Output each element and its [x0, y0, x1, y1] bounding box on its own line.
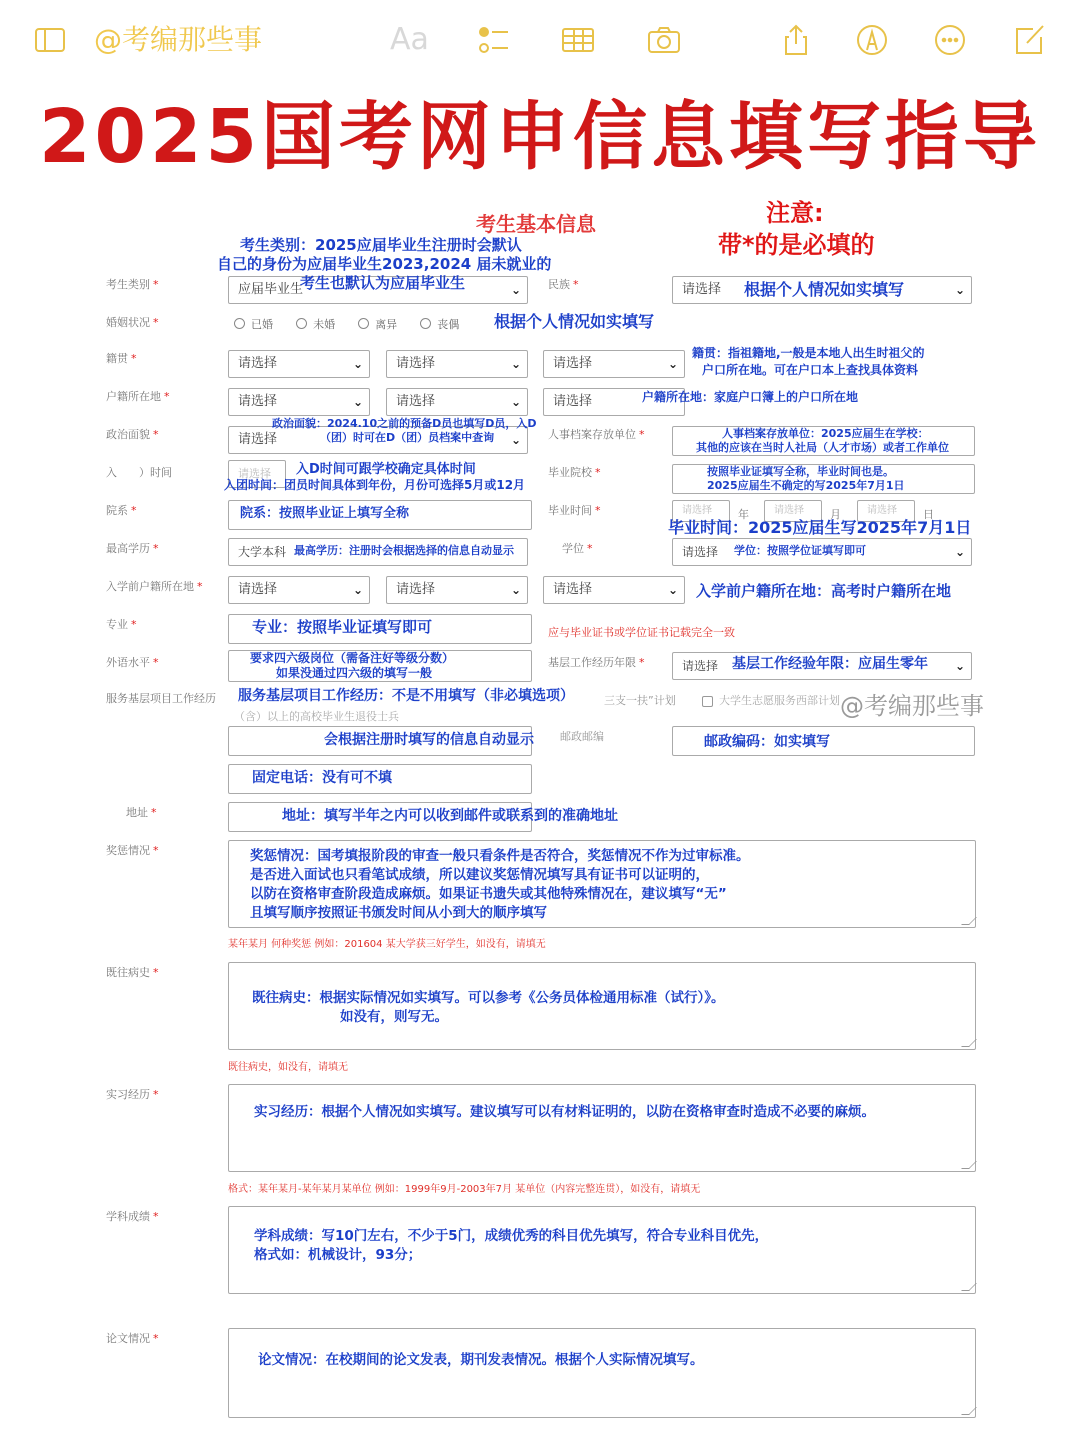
school-note-line1: 按照毕业证填写全称，毕业时间也是。	[707, 465, 894, 478]
marital-option-widowed[interactable]: 丧偶	[420, 316, 459, 332]
chevron-down-icon: ⌄	[954, 545, 965, 559]
chevron-down-icon: ⌄	[352, 583, 363, 597]
major-hint: 应与毕业证书或学位证书记载完全一致	[548, 626, 735, 639]
major-note: 专业：按照毕业证填写即可	[252, 618, 433, 636]
language-note-line2: 如果没通过四六级的填写一般	[276, 666, 433, 680]
sidebar-icon[interactable]	[32, 22, 68, 58]
awards-line1: 奖惩情况：国考填报阶段的审查一般只看条件是否符合，奖惩情况不作为过审标准。	[250, 848, 750, 864]
resize-handle-icon[interactable]	[961, 1161, 977, 1169]
marital-option-single[interactable]: 未婚	[296, 316, 335, 332]
markup-icon[interactable]	[854, 22, 890, 58]
language-label: 外语水平 *	[106, 656, 159, 669]
postal-label: 邮政邮编	[560, 730, 604, 743]
political-select[interactable]: 请选择 ⌄	[228, 426, 528, 454]
archive-unit-note-line2: 其他的应该在当时人社局（人才市场）或者工作单位	[696, 441, 949, 454]
more-icon[interactable]	[932, 22, 968, 58]
awards-line2: 是否进入面试也只看笔试成绩，所以建议奖惩情况填写具有证书可以证明的，	[250, 867, 709, 883]
native-province-select[interactable]: 请选择 ⌄	[228, 350, 370, 378]
degree-note: 学位：按照学位证填写即可	[734, 544, 866, 557]
address-label: 地址 *	[126, 806, 157, 819]
medical-line1: 既往病史：根据实际情况如实填写。可以参考《公务员体检通用标准（试行）》。	[252, 990, 725, 1006]
checkbox[interactable]	[702, 696, 713, 707]
internship-label: 实习经历 *	[106, 1088, 159, 1101]
awards-line3: 以防在资格审查阶段造成麻烦。如果证书遗失或其他特殊情况在，建议填写“无”	[250, 886, 727, 902]
chevron-down-icon: ⌄	[510, 357, 521, 371]
table-icon[interactable]	[560, 22, 596, 58]
chevron-down-icon: ⌄	[954, 283, 965, 297]
category-label: 考生类别 *	[106, 278, 159, 291]
page-title: 2025国考网申信息填写指导	[39, 94, 1041, 180]
grad-month-unit: 月	[830, 508, 841, 521]
language-note-line1: 要求四六级岗位（需备注好等级分数）	[250, 651, 455, 665]
internship-textarea[interactable]	[228, 1084, 976, 1172]
internship-hint: 格式：某年某月-某年某月某单位 例如：1999年9月-2003年7月 某单位（内容完整连贯），如没有，请填无	[228, 1184, 701, 1195]
registration-form	[62, 192, 992, 1432]
grad-month-select[interactable]: 请选择	[764, 500, 822, 522]
grades-line1: 学科成绩：写10门左右，不少于5门，成绩优秀的科目优先填写，符合专业科目优先，	[254, 1228, 769, 1244]
education-label: 最高学历 *	[106, 542, 159, 555]
chevron-down-icon: ⌄	[510, 433, 521, 447]
grassroots-years-select[interactable]: 请选择 ⌄	[672, 652, 972, 680]
marital-option-married[interactable]: 已婚	[234, 316, 273, 332]
service-option-sanzhiyifu[interactable]: 三支一扶”计划	[604, 694, 676, 707]
service-project-subtext: （含）以上的高校毕业生退役士兵	[234, 710, 399, 723]
ethnicity-value: 请选择	[682, 282, 722, 297]
political-note-line2: （团）时可在D（团）员档案中查询	[320, 431, 495, 444]
marital-note: 根据个人情况如实填写	[494, 312, 655, 331]
native-place-note-line1: 籍贯：指祖籍地,一般是本地人出生时祖父的	[692, 346, 925, 360]
pre-household-county-select[interactable]: 请选择 ⌄	[543, 576, 685, 604]
join-time-label: 入 ）时间	[106, 466, 172, 479]
format-button[interactable]: Aa	[390, 22, 429, 57]
internship-line1: 实习经历：根据个人情况如实填写。建议填写可以有材料证明的，以防在资格审查时造成不必要的麻烦。	[254, 1104, 875, 1120]
thesis-textarea[interactable]	[228, 1328, 976, 1418]
archive-unit-note-line1: 人事档案存放单位：2025应届生在学校：	[722, 427, 929, 440]
compose-icon[interactable]	[1012, 22, 1048, 58]
marital-radio-group	[234, 314, 477, 333]
grad-day-unit: 日	[923, 508, 934, 521]
chevron-down-icon: ⌄	[352, 395, 363, 409]
section-title: 考生基本信息	[476, 212, 596, 236]
education-note: 最高学历：注册时会根据选择的信息自动显示	[294, 544, 514, 557]
account-watermark: @考编那些事	[94, 23, 263, 56]
native-place-note-line2: 户口所在地。可在户口本上查找具体资料	[702, 363, 919, 377]
attention-note: 带*的是必填的	[718, 231, 875, 259]
grad-year-select[interactable]: 请选择	[672, 500, 730, 522]
phone-note: 固定电话：没有可不填	[252, 770, 392, 786]
grades-label: 学科成绩 *	[106, 1210, 159, 1223]
thesis-label: 论文情况 *	[106, 1332, 159, 1345]
household-note: 户籍所在地：家庭户口簿上的户口所在地	[642, 390, 859, 404]
share-icon[interactable]	[778, 22, 814, 58]
household-label: 户籍所在地 *	[106, 390, 170, 403]
marital-option-divorced[interactable]: 离异	[358, 316, 397, 332]
political-label: 政治面貌 *	[106, 428, 159, 441]
school-note-line2: 2025应届生不确定的写2025年7月1日	[707, 479, 905, 492]
degree-label: 学位 *	[562, 542, 593, 555]
category-value: 应届毕业生	[238, 282, 304, 297]
native-city-select[interactable]: 请选择 ⌄	[386, 350, 528, 378]
native-county-select[interactable]: 请选择 ⌄	[543, 350, 685, 378]
medical-hint: 既往病史，如没有，请填无	[228, 1062, 348, 1073]
chevron-down-icon: ⌄	[510, 283, 521, 297]
resize-handle-icon[interactable]	[961, 1283, 977, 1291]
watermark: @考编那些事	[840, 692, 984, 720]
household-city-select[interactable]: 请选择 ⌄	[386, 388, 528, 416]
service-option-western[interactable]: 大学生志愿服务西部计划	[702, 692, 840, 708]
department-note: 院系：按照毕业证上填写全称	[240, 506, 410, 521]
chevron-down-icon: ⌄	[352, 357, 363, 371]
grassroots-years-note: 基层工作经验年限：应届生零年	[732, 656, 928, 672]
grad-day-select[interactable]: 请选择	[857, 500, 915, 522]
camera-icon[interactable]	[646, 22, 682, 58]
resize-handle-icon[interactable]	[961, 1039, 977, 1047]
major-label: 专业 *	[106, 618, 137, 631]
chevron-down-icon: ⌄	[954, 659, 965, 673]
address-note: 地址：填写半年之内可以收到邮件或联系到的准确地址	[282, 808, 618, 824]
pre-household-label: 入学前户籍所在地 *	[106, 580, 203, 593]
resize-handle-icon[interactable]	[961, 917, 977, 925]
awards-line4: 且填写顺序按照证书颁发时间从小到大的顺序填写	[250, 905, 547, 921]
thesis-line1: 论文情况：在校期间的论文发表，期刊发表情况。根据个人实际情况填写。	[258, 1352, 704, 1368]
medical-line2: 如没有，则写无。	[340, 1009, 448, 1025]
category-note-line3: 考生也默认为应届毕业生	[300, 274, 466, 292]
attention-title: 注意:	[766, 199, 824, 227]
chevron-down-icon: ⌄	[510, 583, 521, 597]
ethnicity-label: 民族 *	[548, 278, 579, 291]
marital-label: 婚姻状况 *	[106, 316, 159, 329]
awards-hint: 某年某月 何种奖惩 例如：201604 某大学获三好学生，如没有，请填无	[228, 939, 546, 950]
degree-select[interactable]: 请选择 ⌄	[672, 538, 972, 566]
household-county-select[interactable]: 请选择	[543, 388, 685, 416]
education-select[interactable]: 大学本科	[228, 538, 528, 566]
awards-label: 奖惩情况 *	[106, 844, 159, 857]
grad-time-note: 毕业时间：2025应届生写2025年7月1日	[668, 518, 972, 537]
native-place-label: 籍贯 *	[106, 352, 137, 365]
pre-household-province-select[interactable]: 请选择 ⌄	[228, 576, 370, 604]
political-note-line1: 政治面貌：2024.10之前的预备D员也填写D员，入D	[272, 417, 537, 430]
category-note-line2: 自己的身份为应届毕业生2023,2024 届未就业的	[217, 255, 552, 273]
service-project-note: 服务基层项目工作经历：不是不用填写（非必填选项）	[238, 688, 574, 704]
pre-household-note: 入学前户籍所在地：高考时户籍所在地	[696, 582, 952, 600]
chevron-down-icon: ⌄	[667, 357, 678, 371]
chevron-down-icon: ⌄	[510, 395, 521, 409]
checklist-icon[interactable]	[476, 22, 512, 58]
grassroots-years-label: 基层工作经历年限 *	[548, 656, 645, 669]
chevron-down-icon: ⌄	[667, 583, 678, 597]
pre-household-city-select[interactable]: 请选择 ⌄	[386, 576, 528, 604]
grades-line2: 格式如：机械设计，93分；	[254, 1247, 422, 1263]
service-project-label: 服务基层项目工作经历	[106, 692, 216, 705]
department-label: 院系 *	[106, 504, 137, 517]
ethnicity-note: 根据个人情况如实填写	[744, 280, 905, 299]
school-label: 毕业院校 *	[548, 466, 601, 479]
postal-note: 邮政编码：如实填写	[704, 734, 830, 750]
auto-display-note: 会根据注册时填写的信息自动显示	[324, 732, 534, 748]
grad-time-label: 毕业时间 *	[548, 504, 601, 517]
join-time-note-line2: 入团时间：团员时间具体到年份，月份可选择5月或12月	[224, 478, 526, 492]
grad-year-unit: 年	[738, 508, 749, 521]
household-province-select[interactable]: 请选择 ⌄	[228, 388, 370, 416]
resize-handle-icon[interactable]	[961, 1407, 977, 1415]
category-note-line1: 考生类别：2025应届毕业生注册时会默认	[240, 236, 522, 254]
notes-toolbar	[0, 0, 1080, 80]
join-time-note-line1: 入D时间可跟学校确定具体时间	[296, 462, 476, 477]
medical-label: 既往病史 *	[106, 966, 159, 979]
archive-unit-label: 人事档案存放单位 *	[548, 428, 645, 441]
join-year-select[interactable]: 请选择	[228, 460, 286, 488]
